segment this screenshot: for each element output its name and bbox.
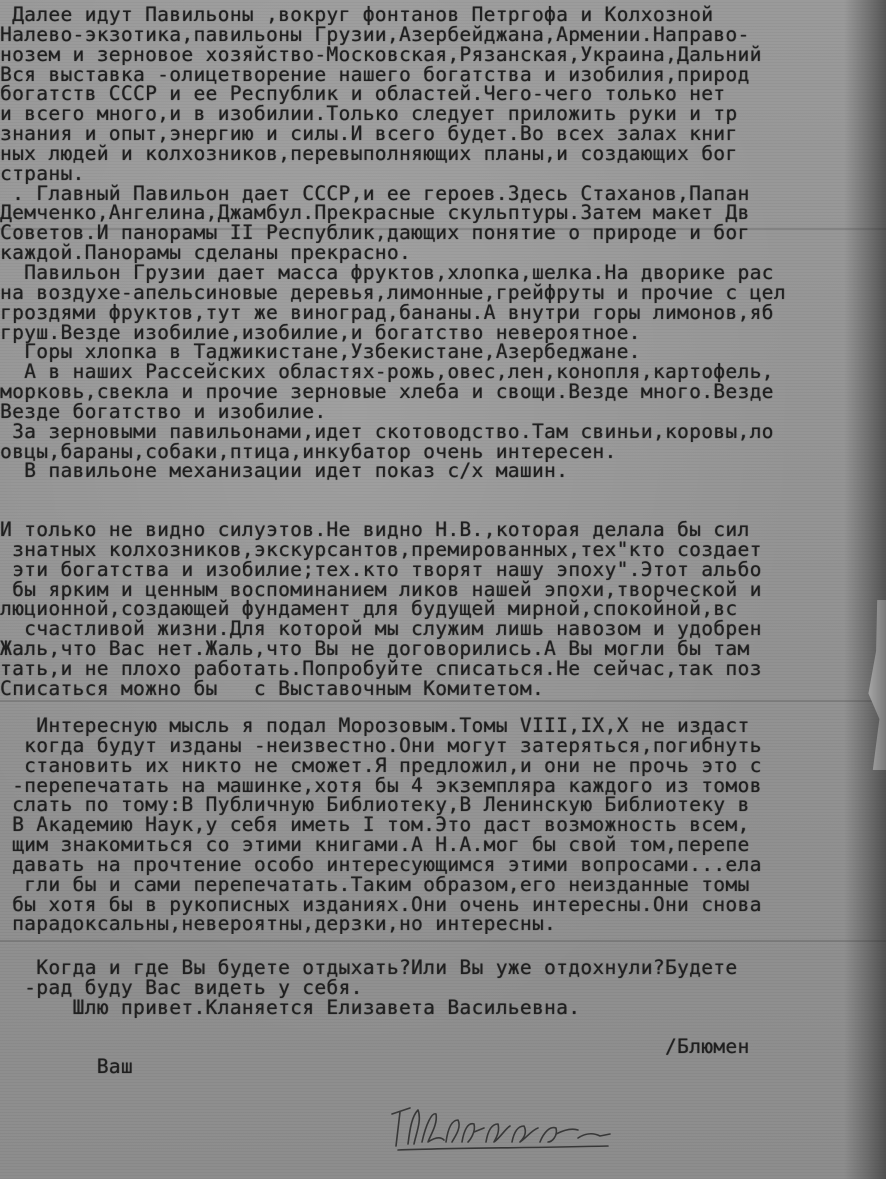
page-edge-shadow — [844, 0, 886, 1179]
handwritten-signature — [388, 1098, 618, 1158]
typed-paragraph-morozov-volumes: Интересную мысль я подал Морозовым.Томы VIII,IX,X не издаст когда будут изданы -неизвестно.Они могут затеряться,погибнуть становить их никто не сможет.Я предложил,и они не прочь это с -перепечатать на машинке,хотя бы 4 экземпляра каждого из томов слать по тому:В Публичную Библиотеку,В Ленинскую Библиотеку в В Академию Наук,у себя иметь I том.Это даст возможность всем, щим знакомиться со этими книгами.А Н.А.мог бы свой том,перепе давать на прочтение особо интересующимся этими вопросами...ела гли бы и сами перепечатать.Таким образом,его неизданные томы бы хотя бы в рукописных изданиях.Они очень интересны.Они снова парадоксальны,невероятны,дерзки,но интересны. — [12, 716, 762, 935]
typed-paragraph-closing: Когда и где Вы будете отдыхать?Или Вы уже отдохнули?Будете -рад буду Вас видеть у себя. Шлю привет.Кланяется Елизавета Васильевна. /Блюмен Ваш — [24, 958, 750, 1078]
paper-crease — [0, 940, 886, 942]
paper-crease — [0, 700, 886, 702]
typed-paragraph-silhouettes: И только не видно силуэтов.Не видно Н.В.,которая делала бы сил знатных колхозников,экскурсантов,премированных,тех"кто создает эти богатства и изобилие;тех.кто творят нашу эпоху".Этот альбо бы ярким и ценным воспоминанием ликов нашей эпохи,творческой и люционной,создающей фундамент для будущей мирной,спокойной,вс счастливой жизни.Для которой мы служим лишь навозом и удобрен Жаль,что Вас нет.Жаль,что Вы не договорились.А Вы могли бы там тать,и не плохо работать.Попробуйте списаться.Не сейчас,так поз Списаться можно бы с Выставочным Комитетом. — [0, 520, 762, 699]
typed-paragraph-exhibition: Далее идут Павильоны ,вокруг фонтанов Петргофа и Колхозной Налево-экзотика,павильоны Грузии,Азербейджана,Армении.Направо- нозем и зерновое хозяйство-Московская,Рязанская,Украина,Дальний Вся выставка -олицетворение нашего богатства и изобилия,природ богатств СССР и ее Республик и областей.Чего-чего только нет и всего много,и в изобилии.Только следует приложить руки и тр знания и опыт,энергию и силы.И всего будет.Во всех залах книг ных людей и колхозников,перевыполняющих планы,и создающих бог страны. . Главный Павильон дает СССР,и ее героев.Здесь Стаханов,Папан Демченко,Ангелина,Джамбул.Прекрасные скульптуры.Затем макет Дв Советов.И панорамы II Республик,дающих понятие о природе и бог каждой.Панорамы сделаны прекрасно. Павильон Грузии дает масса фруктов,хлопка,шелка.На дворике рас на воздухе-апельсиновые деревья,лимонные,грейфруты и прочие с цел гроздями фруктов,тут же виноград,бананы.А внутри горы лимонов,яб груш.Везде изобилие,изобилие,и богатство невероятное. Горы хлопка в Таджикистане,Узбекистане,Азербеджане. А в наших Рассейских областях-рожь,овес,лен,конопля,картофель, морковь,свекла и прочие зерновые хлеба и свощи.Везде много.Везде Везде богатство и изобилие. За зерновыми павильонами,идет скотоводство.Там свиньи,коровы,ло овцы,бараны,собаки,птица,инкубатор очень интересен. В павильоне механизации идет показ с/х машин. — [0, 5, 786, 482]
